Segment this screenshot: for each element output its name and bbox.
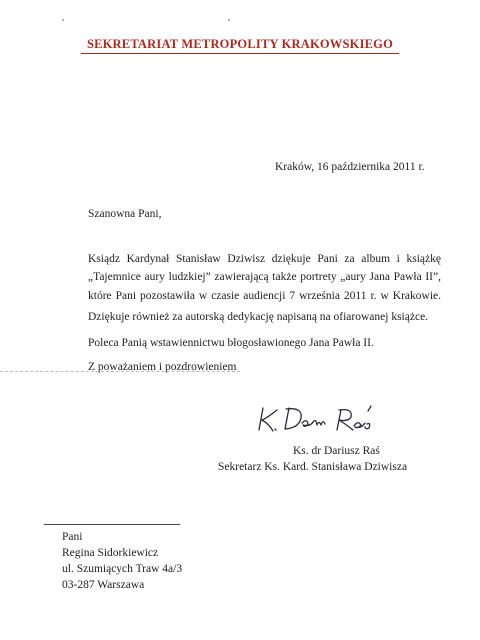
body-line-1-text: Ksiądz Kardynał Stanisław Dziwisz dziękuje Pani za album i książkę [88, 253, 441, 265]
signer-title: Sekretarz Ks. Kard. Stanisława Dziwisza [218, 461, 408, 473]
paper-speck [62, 19, 64, 21]
body-line-3-text: które Pani pozostawiła w czasie audiencji 7 września 2011 r. w Krakowie. [88, 290, 441, 302]
recipient-line-4: 03-287 Warszawa [62, 579, 145, 591]
paper-speck [228, 19, 230, 21]
address-divider [44, 524, 180, 525]
body-line-2 [88, 270, 441, 284]
body-line-3 [88, 289, 441, 303]
letterhead [0, 35, 480, 54]
recipient-line-3: ul. Szumiących Traw 4a/3 [62, 563, 183, 575]
body-line-5: Poleca Panią wstawiennictwu błogosławionego Jana Pawła II. [88, 337, 374, 349]
scan-artifact-line [0, 371, 240, 372]
signer-name: Ks. dr Dariusz Raś [293, 445, 380, 457]
salutation: Szanowna Pani, [88, 208, 162, 220]
letter-date: Kraków, 16 października 2011 r. [275, 161, 425, 173]
body-line-2-text: „Tajemnice aury ludzkiej” zawierającą także portrety „aury Jana Pawła II”, [88, 271, 441, 283]
body-line-4: Dziękuje również za autorską dedykację napisaną na ofiarowanej książce. [88, 311, 429, 323]
handwritten-signature [255, 398, 385, 438]
letterhead-title: SEKRETARIAT METROPOLITY KRAKOWSKIEGO [81, 37, 399, 54]
recipient-line-1: Pani [62, 531, 83, 543]
body-line-1 [88, 252, 441, 266]
recipient-line-2: Regina Sidorkiewicz [62, 547, 159, 559]
closing: Z poważaniem i pozdrowieniem [88, 361, 237, 373]
